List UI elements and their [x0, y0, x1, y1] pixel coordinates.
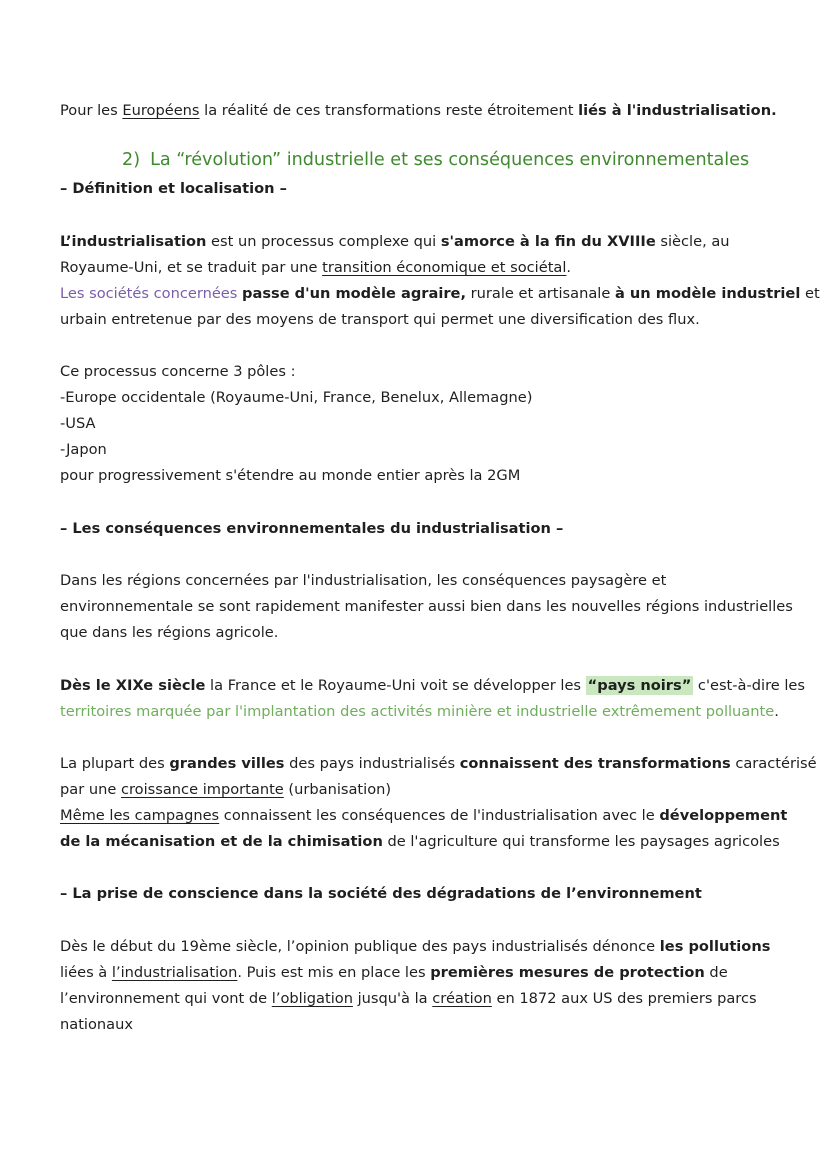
underlined-text: création [432, 990, 492, 1007]
villes-line-4 [60, 829, 808, 855]
villes-line-3 [60, 803, 808, 829]
text: siècle, au [655, 233, 730, 250]
underlined-text: croissance importante [120, 781, 284, 798]
conscience-line-4: nationaux [60, 1016, 133, 1033]
text: Pour les [60, 102, 123, 119]
consequences-line-2: environnementale se sont rapidement manifester aussi bien dans les nouvelles régions industrielles [60, 598, 793, 615]
bold-text: L’industrialisation [60, 233, 207, 250]
bold-text: s'amorce à la fin du XVIIIe [440, 233, 656, 250]
underlined-text: Même les campagnes [60, 807, 220, 824]
text: en 1872 aux US des premiers parcs [491, 990, 757, 1007]
text: liées à [60, 964, 112, 981]
poles-end: pour progressivement s'étendre au monde entier après la 2GM [60, 467, 521, 484]
bold-text: les pollutions [659, 938, 771, 955]
conscience-line-2 [60, 960, 808, 986]
text: Dès le début du 19ème siècle, l’opinion publique des pays industrialisés dénonce [60, 938, 660, 955]
highlighted-text: “pays noirs” [587, 677, 692, 694]
definition-line-1 [60, 229, 808, 255]
text: La plupart des [60, 755, 170, 772]
text: rurale et artisanale [466, 285, 615, 302]
bold-text: à un modèle industriel [614, 285, 801, 302]
villes-paragraph [60, 751, 817, 855]
bold-text: liés à l'industrialisation. [578, 102, 777, 119]
text: l’environnement qui vont de [60, 990, 272, 1007]
underlined-text: transition économique et sociétal [322, 259, 567, 276]
consequences-line-1: Dans les régions concernées par l'industrialisation, les conséquences paysagère et [60, 572, 667, 589]
bold-text: développement [659, 807, 788, 824]
subheading-definition: – Définition et localisation – [60, 180, 287, 197]
bold-text: premières mesures de protection [430, 964, 705, 981]
text: des pays industrialisés [284, 755, 460, 772]
villes-line-1 [60, 751, 817, 777]
poles-intro: Ce processus concerne 3 pôles : [60, 363, 296, 380]
list-item: -Japon [60, 441, 107, 458]
text: Royaume-Uni, et se traduit par une [60, 259, 323, 276]
underlined-text: Européens [122, 102, 200, 119]
intro-paragraph [60, 98, 808, 124]
villes-line-2 [60, 777, 808, 803]
text: caractérisé [730, 755, 817, 772]
conscience-line-3 [60, 986, 808, 1012]
text: de l'agriculture qui transforme les paysages agricoles [382, 833, 780, 850]
text: jusqu'à la [352, 990, 433, 1007]
underlined-text: l’industrialisation [111, 964, 238, 981]
list-item: -USA [60, 415, 96, 432]
bold-text: de la mécanisation et de la chimisation [60, 833, 383, 850]
text: . [566, 259, 572, 276]
text: la réalité de ces transformations reste étroitement [199, 102, 579, 119]
definition-paragraph [60, 229, 820, 333]
bold-text: passe d'un modèle agraire, [242, 285, 466, 302]
text: (urbanisation) [283, 781, 392, 798]
definition-line-2 [60, 255, 808, 281]
subheading-consequences: – Les conséquences environnementales du industrialisation – [60, 520, 564, 537]
xixe-line-2 [60, 699, 808, 725]
bold-text: Dès le XIXe siècle [60, 677, 206, 694]
consequences-paragraph [60, 568, 808, 646]
text: par une [60, 781, 121, 798]
section-title [122, 150, 749, 170]
section-title-text: La “révolution” industrielle et ses conséquences environnementales [150, 150, 750, 170]
poles-list [60, 359, 808, 489]
text: est un processus complexe qui [206, 233, 441, 250]
xixe-paragraph [60, 673, 808, 725]
xixe-line-1 [60, 673, 808, 699]
definition-line-3 [60, 281, 820, 307]
text: . Puis est mis en place les [237, 964, 431, 981]
text: . [774, 703, 779, 720]
list-item: -Europe occidentale (Royaume-Uni, France, Benelux, Allemagne) [60, 389, 533, 406]
underlined-text: l’obligation [271, 990, 353, 1007]
bold-text: grandes villes [169, 755, 285, 772]
colored-text: Les sociétés concernées [60, 285, 238, 302]
text: et [800, 285, 820, 302]
text: la France et le Royaume-Uni voit se développer les [205, 677, 586, 694]
conscience-line-1 [60, 934, 808, 960]
text: connaissent les conséquences de l'industrialisation avec le [219, 807, 660, 824]
text: de [704, 964, 728, 981]
conscience-paragraph [60, 934, 808, 1038]
definition-line-4: urbain entretenue par des moyens de transport qui permet une diversification des flux. [60, 311, 700, 328]
colored-text: territoires marquée par l'implantation des activités minière et industrielle extrêmement polluante [60, 703, 775, 720]
bold-text: connaissent des transformations [459, 755, 731, 772]
text: c'est-à-dire les [693, 677, 806, 694]
section-number: 2) [122, 150, 141, 170]
subheading-conscience: – La prise de conscience dans la société des dégradations de l’environnement [60, 885, 702, 902]
consequences-line-3: que dans les régions agricole. [60, 624, 279, 641]
